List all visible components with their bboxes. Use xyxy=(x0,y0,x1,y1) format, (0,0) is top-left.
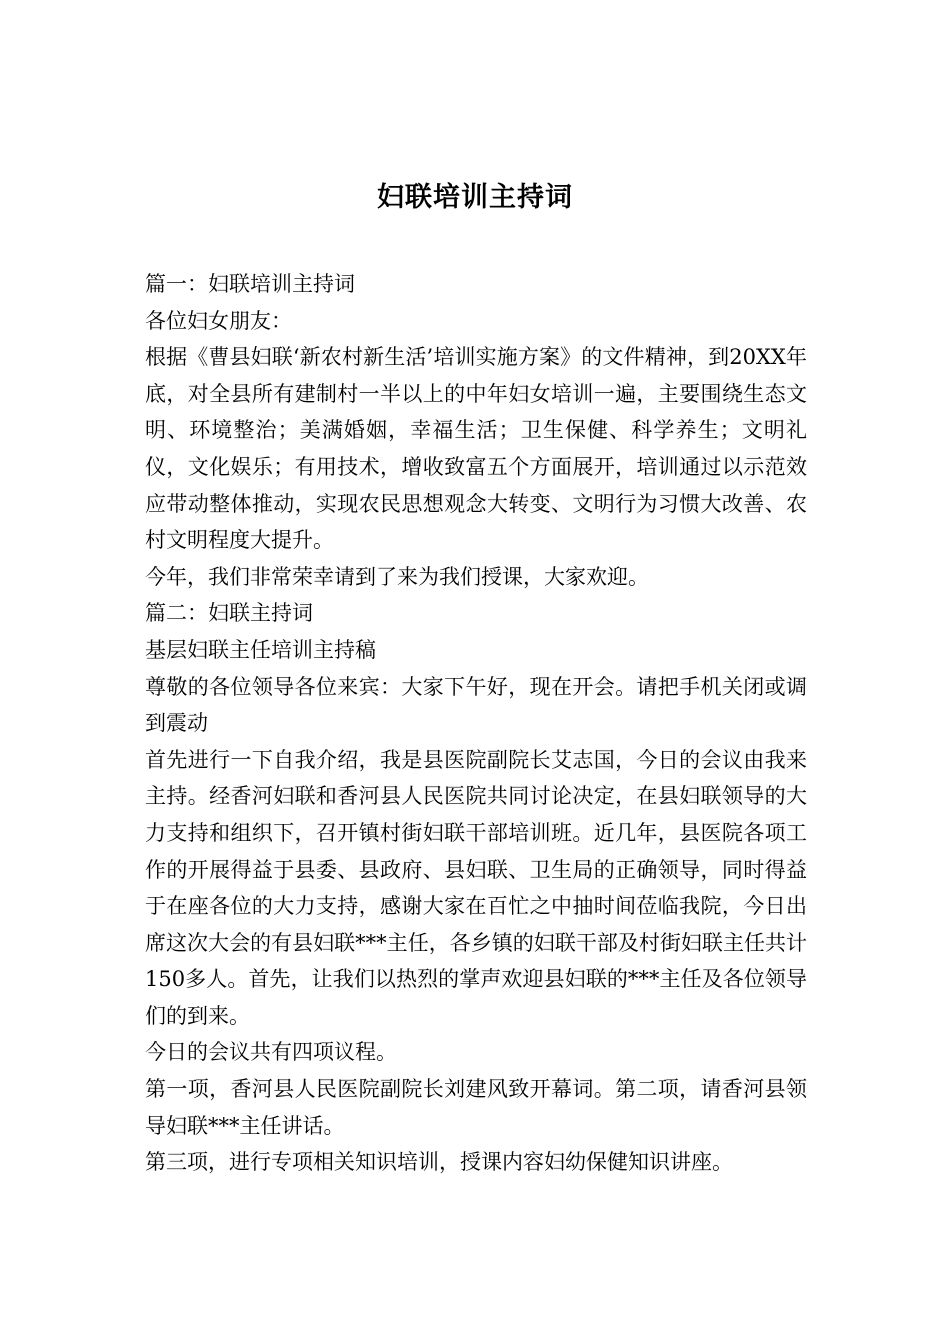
body-paragraph: 第一项，香河县人民医院副院长刘建风致开幕词。第二项，请香河县领导妇联***主任讲话。 xyxy=(145,1077,807,1138)
section-heading-2: 篇二：妇联主持词 xyxy=(145,601,313,626)
section-heading-1: 篇一：妇联培训主持词 xyxy=(145,272,355,296)
body-paragraph: 首先进行一下自我介绍，我是县医院副院长艾志国，今日的会议由我来主持。经香河妇联和香河县人民医院共同讨论决定，在县妇联领导的大力支持和组织下，召开镇村街妇联干部培训班。近几年，县医院各项工作的开展得益于县委、县政府、县妇联、卫生局的正确领导，同时得益于在座各位的大力支持，感谢大家在百忙之中抽时间莅临我院，今日出席这次大会的有县妇联***主任，各乡镇的妇联干部及村街妇联主任共计150多人。首先，让我们以热烈的掌声欢迎县妇联的***主任及各位领导们的到来。 xyxy=(145,747,807,1028)
sub-heading: 基层妇联主任培训主持稿 xyxy=(145,637,376,662)
body-paragraph: 今年，我们非常荣幸请到了来为我们授课，大家欢迎。 xyxy=(145,564,649,589)
document-body xyxy=(145,266,807,1181)
body-paragraph: 今日的会议共有四项议程。 xyxy=(145,1040,397,1065)
body-paragraph: 根据《曹县妇联‘新农村新生活’培训实施方案》的文件精神，到20XX年底，对全县所有建制村一半以上的中年妇女培训一遍，主要围绕生态文明、环境整治；美满婚姻，幸福生活；卫生保健、科学养生；文明礼仪，文化娱乐；有用技术，增收致富五个方面展开，培训通过以示范效应带动整体推动，实现农民思想观念大转变、文明行为习惯大改善、农村文明程度大提升。 xyxy=(145,345,807,553)
document-title: 妇联培训主持词 xyxy=(377,182,573,213)
body-paragraph: 第三项，进行专项相关知识培训，授课内容妇幼保健知识讲座。 xyxy=(145,1150,733,1175)
salutation: 各位妇女朋友： xyxy=(145,308,292,333)
body-paragraph: 尊敬的各位领导各位来宾：大家下午好，现在开会。请把手机关闭或调到震动 xyxy=(145,674,807,736)
